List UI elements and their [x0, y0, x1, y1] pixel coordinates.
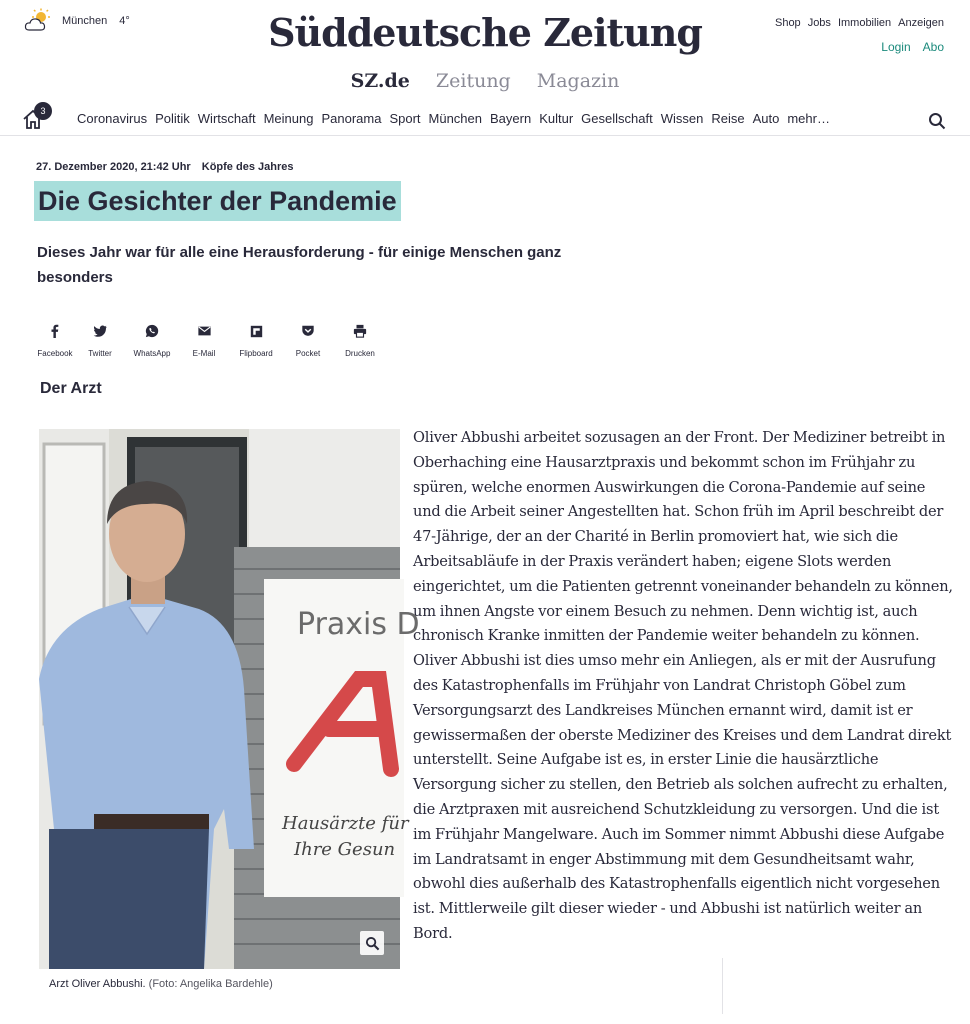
share-print-label: Drucken: [345, 349, 375, 358]
caption-text: Arzt Oliver Abbushi.: [49, 978, 146, 990]
section-title: Der Arzt: [40, 380, 102, 397]
share-facebook-label: Facebook: [37, 349, 73, 358]
share-flipboard[interactable]: [230, 323, 282, 358]
share-facebook[interactable]: [36, 323, 74, 358]
login-link[interactable]: Login: [881, 40, 911, 54]
subnav-zeitung[interactable]: Zeitung: [435, 70, 511, 92]
nav-item-coronavirus[interactable]: Coronavirus: [77, 111, 148, 126]
link-shop[interactable]: Shop: [774, 17, 801, 29]
share-pocket[interactable]: [282, 323, 334, 358]
nav-item-politik[interactable]: Politik: [155, 111, 190, 126]
article-date: 27. Dezember 2020, 21:42 Uhr: [36, 161, 191, 173]
article-teaser: Dieses Jahr war für alle eine Herausforderung - für einige Menschen ganz besonders: [37, 244, 562, 286]
sign-text: Praxis D: [297, 607, 420, 642]
brand-subnav: [0, 70, 970, 92]
nav-item-muenchen[interactable]: München: [428, 111, 482, 126]
account-links: [881, 40, 944, 54]
link-jobs[interactable]: Jobs: [807, 17, 831, 29]
subnav-magazin[interactable]: Magazin: [536, 70, 620, 92]
nav-item-panorama[interactable]: Panorama: [321, 111, 382, 126]
share-email[interactable]: [178, 323, 230, 358]
nav-item-kultur[interactable]: Kultur: [539, 111, 574, 126]
nav-item-reise[interactable]: Reise: [711, 111, 745, 126]
flipboard-icon: [250, 325, 263, 338]
nav-item-bayern[interactable]: Bayern: [490, 111, 532, 126]
service-links: [775, 17, 944, 29]
facebook-icon: [48, 324, 62, 338]
nav-item-sport[interactable]: Sport: [389, 111, 421, 126]
share-bar: [36, 323, 386, 358]
email-icon: [197, 324, 212, 338]
link-anzeigen[interactable]: Anzeigen: [898, 17, 944, 29]
whatsapp-icon: [145, 324, 159, 338]
nav-item-wissen[interactable]: Wissen: [660, 111, 704, 126]
nav-item-gesellschaft[interactable]: Gesellschaft: [581, 111, 653, 126]
zoom-button[interactable]: [360, 931, 384, 955]
article-photo[interactable]: [39, 429, 420, 969]
nav-item-auto[interactable]: Auto: [752, 111, 780, 126]
caption-credit: (Foto: Angelika Bardehle): [148, 978, 273, 990]
divider-line: [722, 958, 723, 1014]
home-button[interactable]: [22, 108, 44, 130]
share-email-label: E-Mail: [192, 349, 216, 358]
nav-item-meinung[interactable]: Meinung: [263, 111, 314, 126]
share-flipboard-label: Flipboard: [239, 349, 273, 358]
zoom-icon: [365, 936, 380, 951]
article-body: Oliver Abbushi arbeitet sozusagen an der Front. Der Mediziner betreibt in Oberhaching eine Hausarztpraxis und bekommt schon im Frühjahr zu spüren, welche enormen Auswirkungen die Corona-Pandemie auf seine und die Arbeit seiner Angestellten hat. Schon früh im April beschreibt der 47-Jährige, der an der Charité in Berlin promoviert hat, wie sich die Arbeitsabläufe in der Praxis verändert haben; eigene Slots werden eingerichtet, um die Patienten getrennt voneinander behandeln zu können, um ihnen Angste vor einem Besuch zu nehmen. Denn wichtig ist, auch chronisch Kranke inmitten der Pandemie weiter behandeln zu können. Oliver Abbushi ist dies umso mehr ein Anliegen, als er mit der Ausrufung des Katastrophenfalls im Frühjahr von Landrat Christoph Göbel zum Versorgungsarzt des Landkreises München ernannt wird, damit ist er gewissermaßen der oberste Mediziner des Kreises und dem Landrat direkt unterstellt. Seine Aufgabe ist es, in erster Linie die hausärztliche Versorgung sicher zu stellen, den Betrieb als solchen aufrecht zu erhalten, die Arztpraxen mit ausreichend Schutzkleidung zu versorgen. Und die ist im Frühjahr Mangelware. Auch im Sommer nimmt Abbushi diese Aufgabe im Landratsamt in enger Abstimmung mit dem Gesundheitsamt wahr, obwohl dies außerhalb des Katastrophenfalls eigentlich nicht vorgesehen ist. Mittlerweile gilt dieser wieder - und Abbushi ist natürlich weiter an Bord.: [413, 429, 953, 942]
article-meta: [36, 161, 293, 173]
sign-script-1: Hausärzte für: [282, 813, 409, 834]
sign-script-2: Ihre Gesun: [294, 839, 396, 860]
share-whatsapp-label: WhatsApp: [133, 349, 171, 358]
article-headline: Die Gesichter der Pandemie: [34, 181, 401, 221]
print-icon: [353, 324, 367, 338]
nav-items: [77, 111, 830, 126]
twitter-icon: [93, 324, 107, 338]
site-logo[interactable]: Süddeutsche Zeitung: [268, 10, 702, 55]
notification-badge: 3: [34, 102, 52, 120]
nav-item-mehr[interactable]: mehr…: [787, 111, 830, 126]
article-rubric[interactable]: Köpfe des Jahres: [201, 161, 294, 173]
search-icon[interactable]: [928, 112, 946, 130]
share-pocket-label: Pocket: [295, 349, 321, 358]
share-twitter[interactable]: [74, 323, 126, 358]
weather-temperature: 4°: [119, 15, 130, 27]
pocket-icon: [301, 324, 315, 338]
link-immobilien[interactable]: Immobilien: [837, 17, 892, 29]
abo-link[interactable]: Abo: [922, 40, 944, 54]
main-navigation: [0, 100, 970, 136]
share-twitter-label: Twitter: [88, 349, 112, 358]
share-whatsapp[interactable]: [126, 323, 178, 358]
share-print[interactable]: [334, 323, 386, 358]
nav-item-wirtschaft[interactable]: Wirtschaft: [197, 111, 256, 126]
weather-city: München: [62, 15, 108, 27]
doctor-photo-illustration: [39, 429, 420, 969]
photo-caption: [49, 978, 273, 990]
subnav-sz-de[interactable]: SZ.de: [350, 70, 410, 92]
